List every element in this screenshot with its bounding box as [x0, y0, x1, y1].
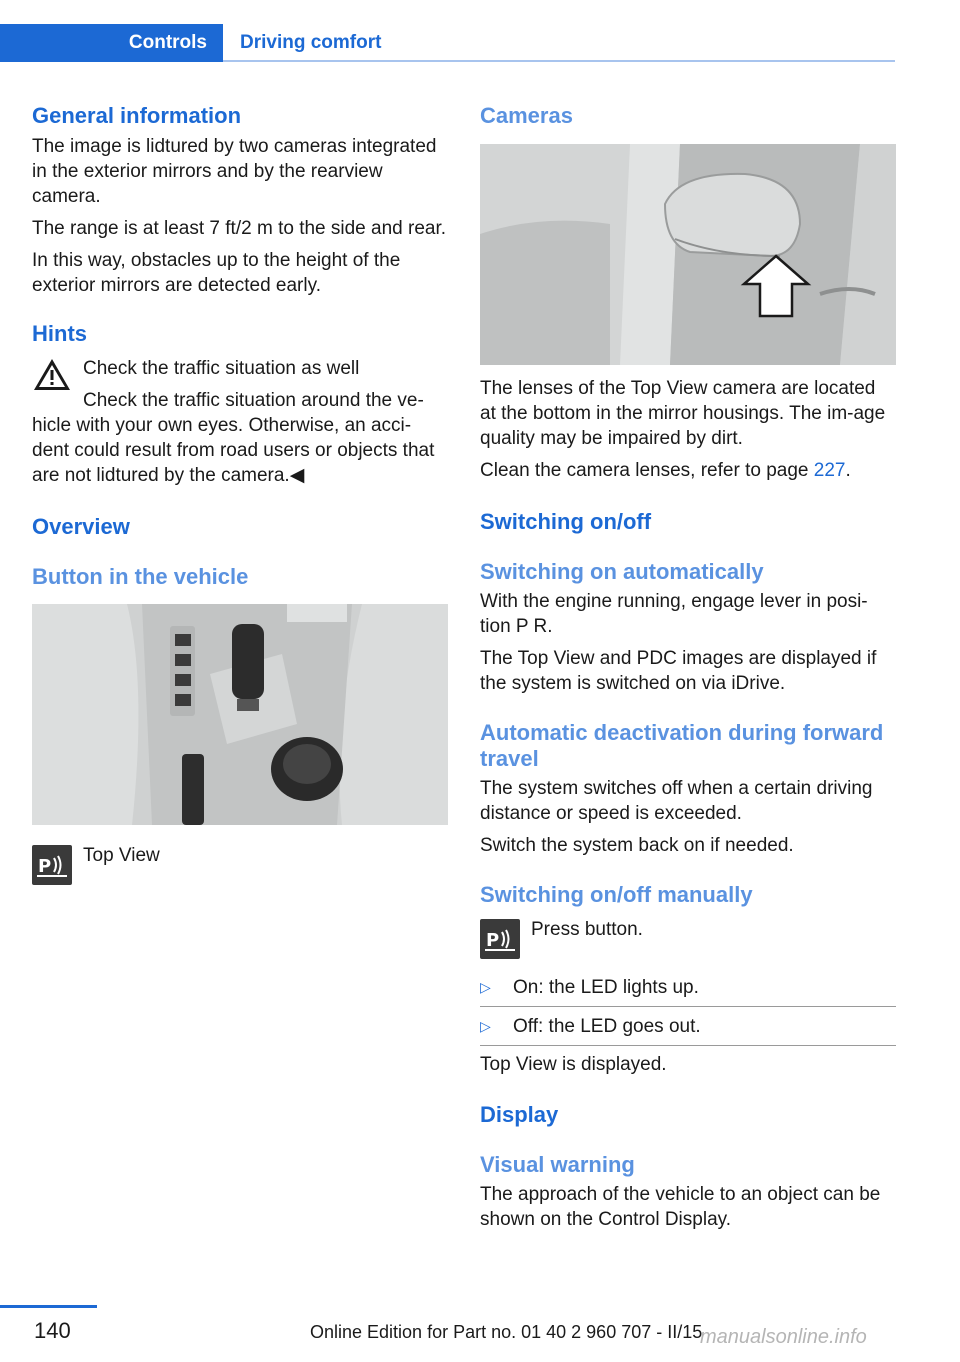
bullet-divider — [480, 1045, 896, 1046]
bullet-divider — [480, 1006, 896, 1007]
auto-on-paragraph-1: With the engine running, engage lever in posi‐tion P R. — [480, 591, 868, 637]
button-in-vehicle-heading: Button in the vehicle — [32, 564, 249, 589]
auto-off-paragraph-2: Switch the system back on if needed. — [480, 835, 794, 856]
cameras-paragraph-1: The lenses of the Top View camera are located at the bottom in the mirror housings. The im‐age quality may be impaired by dirt. — [480, 378, 886, 449]
console-photo — [32, 604, 448, 825]
bullet-item — [480, 1014, 896, 1039]
switching-heading: Switching on/off — [480, 509, 652, 534]
overview-heading: Overview — [32, 514, 130, 539]
bullet-text: Off: the LED goes out. — [513, 1016, 701, 1037]
cameras-p2-end: . — [845, 460, 851, 481]
display-heading: Display — [480, 1102, 559, 1127]
switching-auto-heading: Switching on automatically — [480, 559, 764, 584]
footer-edition-text: Online Edition for Part no. 01 40 2 960 707 - II/15 — [310, 1322, 703, 1342]
watermark: manualsonline.info — [700, 1326, 867, 1348]
page-number: 140 — [34, 1318, 71, 1343]
warning-block — [32, 356, 448, 488]
top-view-button-row — [32, 845, 448, 885]
top-view-button-icon[interactable] — [32, 845, 72, 885]
header-divider — [223, 60, 895, 62]
warning-body-line1: Check the traffic situation around the ve‐ — [83, 390, 424, 411]
page-reference-link[interactable]: 227 — [813, 460, 846, 481]
right-column — [480, 100, 896, 1232]
console-illustration — [32, 604, 448, 825]
page-header — [0, 24, 895, 62]
auto-off-heading: Automatic deactivation during forward travel — [480, 720, 884, 771]
tab-controls[interactable]: Controls — [0, 24, 223, 62]
general-paragraph-2: The range is at least 7 ft/2 m to the side and rear. — [32, 218, 447, 239]
hints-heading: Hints — [32, 321, 87, 346]
bullet-text: On: the LED lights up. — [513, 977, 699, 998]
manual-heading: Switching on/off manually — [480, 882, 753, 907]
svg-text:P: P — [486, 930, 500, 951]
tab-driving-comfort[interactable]: Driving comfort — [240, 32, 382, 53]
manual-press-row — [480, 919, 896, 959]
top-view-label: Top View — [83, 845, 160, 866]
mirror-camera-photo — [480, 144, 896, 365]
bullet-triangle-icon: ▷ — [480, 1018, 491, 1034]
top-view-button-icon-2[interactable] — [480, 919, 520, 959]
general-paragraph-3: In this way, obstacles up to the height of the exterior mirrors are detected early. — [32, 250, 401, 296]
general-information-heading: General information — [32, 103, 242, 128]
cameras-paragraph-2 — [480, 458, 896, 483]
mirror-illustration — [480, 144, 896, 365]
general-paragraph-1: The image is lidtured by two cameras integrated in the exterior mirrors and by the rearview camera. — [32, 136, 437, 207]
warning-title: Check the traffic situation as well — [83, 358, 360, 379]
page-number-rule — [0, 1305, 97, 1308]
warning-body: hicle with your own eyes. Otherwise, an acci‐dent could result from road users or objects that are not lidtured by the camera.◀ — [32, 415, 435, 486]
manual-after-text: Top View is displayed. — [480, 1054, 667, 1075]
visual-warning-heading: Visual warning — [480, 1152, 635, 1177]
auto-off-paragraph-1: The system switches off when a certain driving distance or speed is exceeded. — [480, 778, 873, 824]
bullet-triangle-icon: ▷ — [480, 979, 491, 995]
manual-press-text: Press button. — [531, 919, 643, 940]
left-column — [32, 100, 448, 885]
svg-text:P: P — [38, 856, 52, 877]
cameras-heading: Cameras — [480, 103, 573, 128]
cameras-p2-text: Clean the camera lenses, refer to page — [480, 460, 814, 481]
warning-triangle-icon — [32, 356, 72, 394]
auto-on-paragraph-2: The Top View and PDC images are displayed if the system is switched on via iDrive. — [480, 648, 877, 694]
bullet-item — [480, 975, 896, 1000]
visual-warning-paragraph: The approach of the vehicle to an object can be shown on the Control Display. — [480, 1184, 881, 1230]
